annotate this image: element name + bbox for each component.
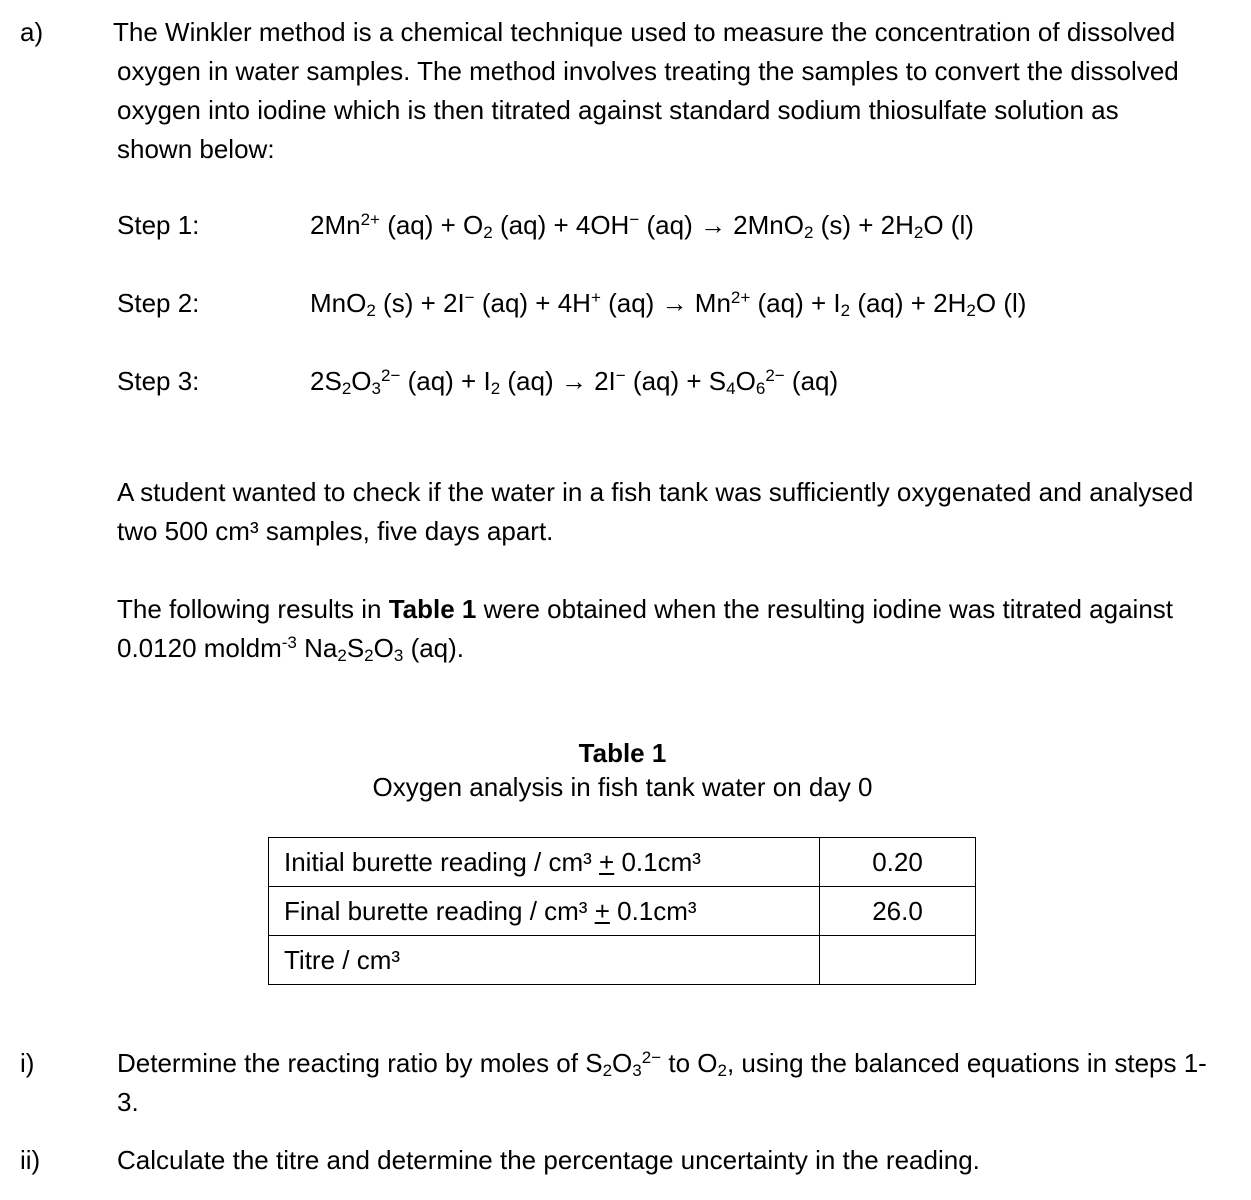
text-segment: 6 (755, 379, 766, 398)
text-segment: MnO (310, 288, 367, 318)
text-segment: Calculate the titre and determine the percentage uncertainty in the reading. (117, 1145, 980, 1175)
text-segment: 2 (913, 223, 924, 242)
text-segment: (aq) + 2H (850, 288, 967, 318)
results-paragraph (117, 590, 1227, 668)
text-segment: (aq) + S (625, 366, 727, 396)
text-segment: (aq) + 4OH (492, 210, 630, 240)
text-segment: 4 (726, 379, 736, 398)
text-segment: 2 (840, 301, 851, 320)
text-segment: Na (296, 633, 338, 663)
table-title: Table 1 (578, 738, 667, 768)
text-segment: Determine the reacting ratio by moles of S (117, 1048, 603, 1078)
text-segment: − (615, 366, 626, 385)
text-segment: 2 (490, 379, 501, 398)
text-segment: 2 (602, 1061, 613, 1080)
step-1-equation (310, 206, 974, 245)
results-table (268, 837, 976, 985)
step-3-equation (310, 362, 838, 401)
text-segment: Table 1 (388, 594, 477, 624)
part-a-marker: a) (20, 17, 44, 47)
text-segment: (aq) → 2I (500, 366, 616, 396)
text-segment: 2− (641, 1048, 662, 1067)
question-ii-text (117, 1141, 1227, 1180)
row-value-titre[interactable] (820, 936, 976, 985)
text-segment: to O (661, 1048, 718, 1078)
row-label-titre: Titre / cm³ (269, 936, 820, 985)
text-segment: 2 (966, 301, 976, 320)
text-segment: S (346, 633, 365, 663)
text-segment: 2+ (730, 288, 751, 307)
question-i-marker: i) (20, 1048, 35, 1078)
text-segment: 2S (310, 366, 342, 396)
text-segment: (aq). (403, 633, 465, 663)
text-segment: 2 (483, 223, 493, 242)
text-segment: 2 (341, 379, 352, 398)
row-label-final: Final burette reading / cm³ + 0.1cm³ (269, 887, 820, 936)
text-segment: (aq) + O (379, 210, 484, 240)
text-segment: (aq) + I (750, 288, 841, 318)
text-segment: (aq) → Mn (600, 288, 731, 318)
table-row (269, 838, 976, 887)
text-segment: O (735, 366, 756, 396)
table-row (269, 887, 976, 936)
text-segment: The following results in (117, 594, 389, 624)
step-1-label: Step 1: (117, 210, 200, 240)
text-segment: (aq) + I (400, 366, 491, 396)
intro-paragraph: The Winkler method is a chemical technique used to measure the concentration of dissolved oxygen in water samples. The method involves treating the samples to convert the dissolved oxygen into iodine which is then titrated against standard sodium thiosulfate solution as shown below: (113, 17, 1179, 164)
text-segment: 2Mn (310, 210, 361, 240)
text-segment: 2− (380, 366, 401, 385)
step-3-label: Step 3: (117, 366, 200, 396)
student-paragraph: A student wanted to check if the water in a fish tank was sufficiently oxygenated and analysed two 500 cm³ samples, five days apart. (117, 477, 1194, 546)
text-segment: 2 (364, 646, 374, 665)
text-segment: 2 (337, 646, 347, 665)
text-segment: 2− (765, 366, 785, 385)
text-segment: , using the balanced equations in steps 1-3. (117, 1048, 1207, 1117)
text-segment: (aq) (784, 366, 839, 396)
row-value-final: 26.0 (820, 887, 976, 936)
text-segment: − (629, 210, 640, 229)
text-segment: − (464, 288, 475, 307)
text-segment: 2 (366, 301, 376, 320)
row-value-initial: 0.20 (820, 838, 976, 887)
text-segment: were obtained when the resulting iodine was titrated against 0.0120 moldm (117, 594, 1174, 663)
step-2-equation (310, 284, 1026, 323)
table-row (269, 936, 976, 985)
text-segment: O (612, 1048, 633, 1078)
text-segment: (s) + 2I (375, 288, 465, 318)
text-segment: O (351, 366, 372, 396)
text-segment: O (l) (923, 210, 974, 240)
text-segment: 3 (371, 379, 381, 398)
text-segment: (s) + 2H (813, 210, 914, 240)
question-ii-marker: ii) (20, 1145, 41, 1175)
text-segment: 3 (632, 1061, 642, 1080)
text-segment: 3 (393, 646, 404, 665)
text-segment: + (590, 288, 601, 307)
text-segment: O (l) (975, 288, 1027, 318)
text-segment: 2 (717, 1061, 727, 1080)
text-segment: O (373, 633, 394, 663)
row-label-initial: Initial burette reading / cm³ + 0.1cm³ (269, 838, 820, 887)
table-caption: Oxygen analysis in fish tank water on day 0 (372, 772, 873, 802)
text-segment: -3 (281, 633, 297, 652)
text-segment: 2+ (360, 210, 380, 229)
text-segment: (aq) + 4H (474, 288, 591, 318)
text-segment: 2 (803, 223, 814, 242)
step-2-label: Step 2: (117, 288, 200, 318)
text-segment: (aq) → 2MnO (639, 210, 804, 240)
question-i-text (117, 1044, 1227, 1122)
